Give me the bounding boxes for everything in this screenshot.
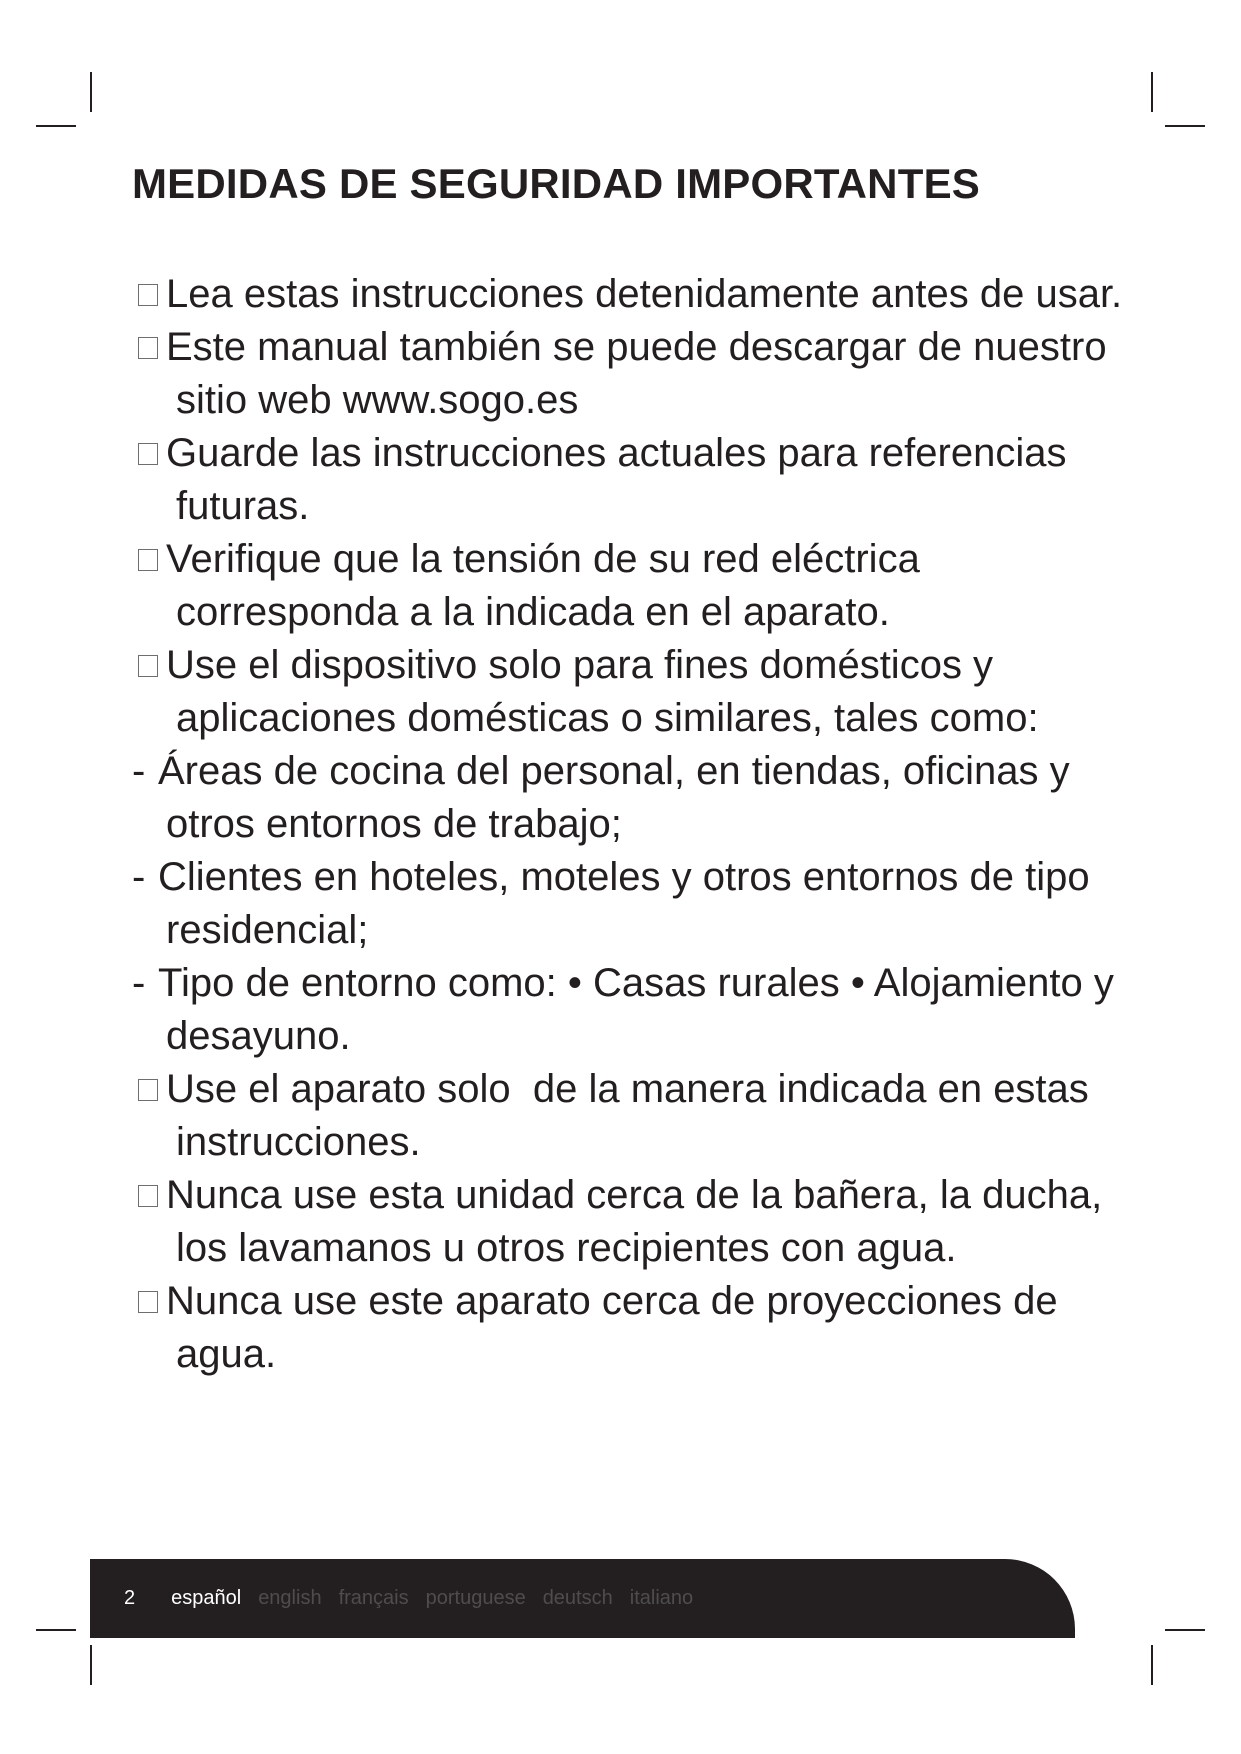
crop-mark-top-right-vertical: [1151, 72, 1153, 112]
crop-mark-top-left-horizontal: [36, 125, 76, 127]
safety-item: [132, 1275, 1132, 1381]
safety-item-text: Lea estas instrucciones detenidamente antes de usar.: [166, 272, 1123, 316]
crop-mark-bottom-right-horizontal: [1165, 1629, 1205, 1631]
safety-item: [132, 1063, 1132, 1169]
crop-mark-top-left-vertical: [90, 72, 92, 112]
page-title: MEDIDAS DE SEGURIDAD IMPORTANTES: [132, 160, 980, 207]
crop-mark-top-right-horizontal: [1165, 125, 1205, 127]
safety-item-text: Use el dispositivo solo para fines domésticos y aplicaciones domésticas o similares, tales como:: [166, 643, 1039, 740]
safety-item-text: Nunca use este aparato cerca de proyecciones de agua.: [166, 1279, 1069, 1376]
safety-item-text: Nunca use esta unidad cerca de la bañera, la ducha, los lavamanos u otros recipientes con agua.: [166, 1173, 1114, 1270]
checkbox-square-icon: [138, 655, 158, 677]
safety-item-text: Este manual también se puede descargar de nuestro sitio web www.sogo.es: [166, 325, 1118, 422]
safety-sub-item: [132, 851, 1132, 957]
safety-item: [132, 1169, 1132, 1275]
crop-mark-bottom-left-vertical: [90, 1645, 92, 1685]
language-english[interactable]: english: [258, 1587, 322, 1609]
safety-item: [132, 427, 1132, 533]
checkbox-square-icon: [138, 337, 158, 359]
safety-item-text: Áreas de cocina del personal, en tiendas, oficinas y otros entornos de trabajo;: [158, 749, 1081, 846]
safety-item-text: Clientes en hoteles, moteles y otros entornos de tipo residencial;: [158, 855, 1101, 952]
safety-item: [132, 639, 1132, 745]
checkbox-square-icon: [138, 1291, 158, 1313]
page-number: 2: [124, 1587, 136, 1609]
language-deutsch[interactable]: deutsch: [542, 1587, 613, 1609]
footer-language-bar: [124, 1559, 710, 1638]
dash-marker: -: [132, 749, 146, 793]
safety-item: [132, 321, 1132, 427]
safety-item: [132, 268, 1132, 321]
crop-mark-bottom-right-vertical: [1151, 1645, 1153, 1685]
safety-item-text: Tipo de entorno como: • Casas rurales • Alojamiento y desayuno.: [158, 961, 1126, 1058]
checkbox-square-icon: [138, 284, 158, 306]
safety-item-text: Verifique que la tensión de su red eléctrica corresponda a la indicada en el aparato.: [166, 537, 931, 634]
safety-sub-item: [132, 957, 1132, 1063]
crop-mark-bottom-left-horizontal: [36, 1629, 76, 1631]
checkbox-square-icon: [138, 1185, 158, 1207]
checkbox-square-icon: [138, 549, 158, 571]
language-italiano[interactable]: italiano: [629, 1587, 694, 1609]
safety-item: [132, 533, 1132, 639]
safety-item-text: Guarde las instrucciones actuales para referencias futuras.: [166, 431, 1078, 528]
language-español[interactable]: español: [171, 1587, 242, 1609]
safety-item-text: Use el aparato solo de la manera indicada en estas instrucciones.: [166, 1067, 1100, 1164]
language-français[interactable]: français: [338, 1587, 409, 1609]
checkbox-square-icon: [138, 443, 158, 465]
language-portuguese[interactable]: portuguese: [425, 1587, 526, 1609]
dash-marker: -: [132, 961, 146, 1005]
footer-bar: [90, 1559, 1075, 1638]
safety-sub-item: [132, 745, 1132, 851]
safety-instructions-list: [132, 268, 1132, 1381]
checkbox-square-icon: [138, 1079, 158, 1101]
dash-marker: -: [132, 855, 146, 899]
